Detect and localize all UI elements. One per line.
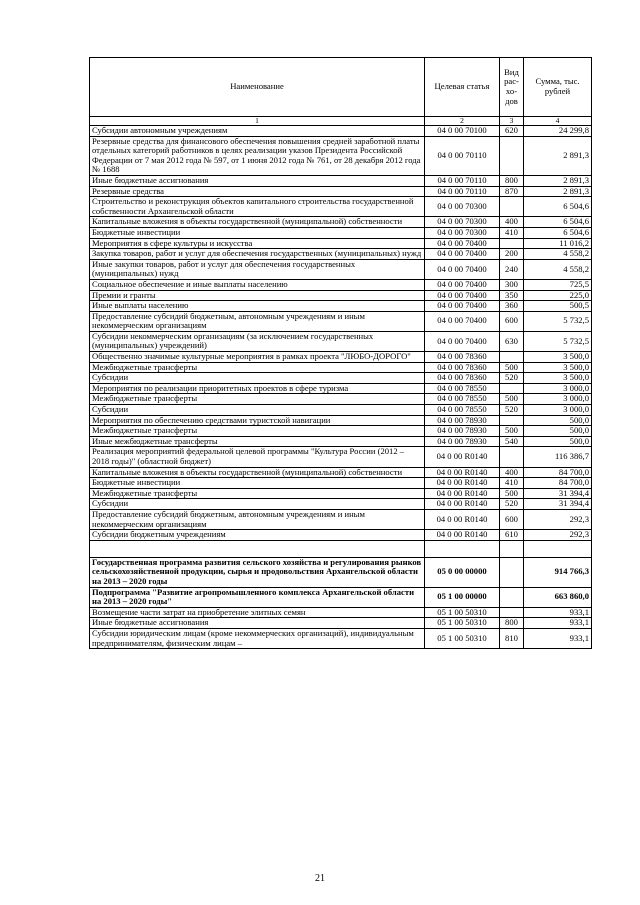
expense-kind-cell — [500, 447, 524, 467]
expense-kind-cell: 520 — [500, 373, 524, 384]
sum-cell: 6 504,6 — [524, 227, 592, 238]
expense-kind-cell — [500, 197, 524, 217]
column-number: 2 — [425, 117, 500, 126]
sum-cell: 31 394,4 — [524, 499, 592, 510]
table-row — [90, 607, 592, 618]
expense-kind-cell: 240 — [500, 259, 524, 279]
sum-cell: 84 700,0 — [524, 467, 592, 478]
table-row — [90, 301, 592, 312]
expense-kind-cell: 410 — [500, 227, 524, 238]
target-article-cell: 04 0 00 70300 — [425, 217, 500, 228]
expense-kind-cell: 520 — [500, 405, 524, 416]
table-row — [90, 217, 592, 228]
sum-cell: 225,0 — [524, 290, 592, 301]
sum-cell: 500,0 — [524, 415, 592, 426]
name-cell: Субсидии — [90, 499, 425, 510]
empty-cell — [524, 540, 592, 557]
sum-cell: 2 891,3 — [524, 136, 592, 175]
target-article-cell: 04 0 00 78930 — [425, 436, 500, 447]
sum-cell: 500,0 — [524, 436, 592, 447]
target-article-cell: 05 1 00 50310 — [425, 628, 500, 648]
target-article-cell: 04 0 00 70400 — [425, 259, 500, 279]
target-article-cell: 05 1 00 50310 — [425, 607, 500, 618]
target-article-cell: 04 0 00 70400 — [425, 238, 500, 249]
table-row — [90, 331, 592, 351]
empty-cell — [425, 540, 500, 557]
name-cell: Межбюджетные трансферты — [90, 394, 425, 405]
name-cell: Закупка товаров, работ и услуг для обеспечения государственных (муниципальных) нужд — [90, 249, 425, 260]
target-article-cell: 04 0 00 78930 — [425, 426, 500, 437]
target-article-cell: 04 0 00 78550 — [425, 405, 500, 416]
expense-kind-cell — [500, 238, 524, 249]
expense-kind-cell: 350 — [500, 290, 524, 301]
name-cell: Иные межбюджетные трансферты — [90, 436, 425, 447]
table-row — [90, 373, 592, 384]
table-row — [90, 227, 592, 238]
target-article-cell: 04 0 00 R0140 — [425, 530, 500, 541]
column-number: 3 — [500, 117, 524, 126]
target-article-cell: 05 1 00 50310 — [425, 618, 500, 629]
name-cell: Субсидии — [90, 373, 425, 384]
table-row — [90, 447, 592, 467]
table-row — [90, 249, 592, 260]
sum-cell: 725,5 — [524, 279, 592, 290]
expense-kind-cell: 600 — [500, 311, 524, 331]
name-cell: Мероприятия по обеспечению средствами туристской навигации — [90, 415, 425, 426]
table-row — [90, 290, 592, 301]
spacer-row — [90, 540, 592, 557]
sum-cell: 933,1 — [524, 618, 592, 629]
target-article-cell: 04 0 00 70110 — [425, 136, 500, 175]
target-article-cell: 04 0 00 78550 — [425, 394, 500, 405]
name-cell: Реализация мероприятий федеральной целевой программы "Культура России (2012 – 2018 годы)" (областной бюджет) — [90, 447, 425, 467]
column-number-row — [90, 117, 592, 126]
table-body — [90, 126, 592, 649]
sum-cell: 500,5 — [524, 301, 592, 312]
expense-kind-cell — [500, 587, 524, 607]
page-number: 21 — [315, 873, 325, 884]
sum-cell: 292,3 — [524, 509, 592, 529]
expense-kind-cell: 500 — [500, 426, 524, 437]
expense-kind-cell: 630 — [500, 331, 524, 351]
name-cell: Капитальные вложения в объекты государственной (муниципальной) собственности — [90, 467, 425, 478]
target-article-cell: 04 0 00 R0140 — [425, 447, 500, 467]
name-cell: Резервные средства — [90, 186, 425, 197]
table-row — [90, 279, 592, 290]
header-expense-kind: Вид рас-хо-дов — [500, 58, 524, 117]
target-article-cell: 04 0 00 70300 — [425, 197, 500, 217]
table-row — [90, 259, 592, 279]
target-article-cell: 04 0 00 70400 — [425, 301, 500, 312]
expense-kind-cell: 400 — [500, 467, 524, 478]
table-row — [90, 238, 592, 249]
name-cell: Возмещение части затрат на приобретение элитных семян — [90, 607, 425, 618]
name-cell: Мероприятия в сфере культуры и искусства — [90, 238, 425, 249]
table-row — [90, 499, 592, 510]
table-row — [90, 530, 592, 541]
table-row — [90, 436, 592, 447]
name-cell: Мероприятия по реализации приоритетных проектов в сфере туризма — [90, 383, 425, 394]
column-number: 1 — [90, 117, 425, 126]
sum-cell: 292,3 — [524, 530, 592, 541]
target-article-cell: 04 0 00 R0140 — [425, 467, 500, 478]
target-article-cell: 04 0 00 78550 — [425, 383, 500, 394]
name-cell: Субсидии автономным учреждениям — [90, 126, 425, 137]
expense-kind-cell — [500, 557, 524, 587]
target-article-cell: 05 1 00 00000 — [425, 587, 500, 607]
expense-kind-cell: 800 — [500, 618, 524, 629]
table-row — [90, 587, 592, 607]
name-cell: Капитальные вложения в объекты государственной (муниципальной) собственности — [90, 217, 425, 228]
sum-cell: 933,1 — [524, 607, 592, 618]
expense-kind-cell: 300 — [500, 279, 524, 290]
name-cell: Субсидии юридическим лицам (кроме некоммерческих организаций), индивидуальным предпринимателям, физическим лицам – — [90, 628, 425, 648]
header-target-article: Целевая статья — [425, 58, 500, 117]
table-header-row — [90, 58, 592, 117]
sum-cell: 663 860,0 — [524, 587, 592, 607]
expense-kind-cell: 600 — [500, 509, 524, 529]
budget-table — [89, 57, 592, 649]
sum-cell: 3 500,0 — [524, 352, 592, 363]
target-article-cell: 04 0 00 R0140 — [425, 488, 500, 499]
table-row — [90, 415, 592, 426]
table-row — [90, 352, 592, 363]
sum-cell: 24 299,8 — [524, 126, 592, 137]
expense-kind-cell: 620 — [500, 126, 524, 137]
expense-kind-cell: 500 — [500, 394, 524, 405]
name-cell: Премии и гранты — [90, 290, 425, 301]
name-cell: Межбюджетные трансферты — [90, 488, 425, 499]
sum-cell: 3 500,0 — [524, 362, 592, 373]
expense-kind-cell: 610 — [500, 530, 524, 541]
target-article-cell: 04 0 00 R0140 — [425, 478, 500, 489]
target-article-cell: 04 0 00 70110 — [425, 175, 500, 186]
target-article-cell: 04 0 00 70400 — [425, 311, 500, 331]
table-row — [90, 618, 592, 629]
table-row — [90, 628, 592, 648]
target-article-cell: 04 0 00 78360 — [425, 373, 500, 384]
expense-kind-cell: 400 — [500, 217, 524, 228]
expense-kind-cell: 410 — [500, 478, 524, 489]
sum-cell: 5 732,5 — [524, 311, 592, 331]
target-article-cell: 04 0 00 70100 — [425, 126, 500, 137]
table-row — [90, 136, 592, 175]
target-article-cell: 04 0 00 R0140 — [425, 509, 500, 529]
name-cell: Государственная программа развития сельского хозяйства и регулирования рынков сельскохозяйственной продукции, сырья и продовольствия Архангельской области на 2013 – 2020 годы — [90, 557, 425, 587]
table-row — [90, 478, 592, 489]
sum-cell: 3 000,0 — [524, 394, 592, 405]
target-article-cell: 04 0 00 78930 — [425, 415, 500, 426]
sum-cell: 4 558,2 — [524, 249, 592, 260]
sum-cell: 4 558,2 — [524, 259, 592, 279]
expense-kind-cell: 520 — [500, 499, 524, 510]
sum-cell: 3 500,0 — [524, 373, 592, 384]
expense-kind-cell: 870 — [500, 186, 524, 197]
expense-kind-cell: 800 — [500, 175, 524, 186]
target-article-cell: 05 0 00 00000 — [425, 557, 500, 587]
expense-kind-cell: 810 — [500, 628, 524, 648]
table-row — [90, 467, 592, 478]
name-cell: Бюджетные инвестиции — [90, 227, 425, 238]
expense-kind-cell — [500, 383, 524, 394]
empty-cell — [500, 540, 524, 557]
target-article-cell: 04 0 00 70400 — [425, 290, 500, 301]
name-cell: Иные закупки товаров, работ и услуг для обеспечения государственных (муниципальных) нужд — [90, 259, 425, 279]
sum-cell: 914 766,3 — [524, 557, 592, 587]
name-cell: Общественно значимые культурные мероприятия в рамках проекта "ЛЮБО-ДОРОГО" — [90, 352, 425, 363]
target-article-cell: 04 0 00 78360 — [425, 352, 500, 363]
table-row — [90, 557, 592, 587]
column-number: 4 — [524, 117, 592, 126]
sum-cell: 6 504,6 — [524, 197, 592, 217]
name-cell: Субсидии некоммерческим организациям (за исключением государственных (муниципальных) учреждений) — [90, 331, 425, 351]
name-cell: Субсидии бюджетным учреждениям — [90, 530, 425, 541]
header-sum: Сумма, тыс. рублей — [524, 58, 592, 117]
expense-kind-cell: 540 — [500, 436, 524, 447]
name-cell: Межбюджетные трансферты — [90, 362, 425, 373]
header-name: Наименование — [90, 58, 425, 117]
sum-cell: 6 504,6 — [524, 217, 592, 228]
name-cell: Резервные средства для финансового обеспечения повышения средней заработной платы отдельных категорий работников в целях реализации указов Президента Российской Федерации от 7 мая 2012 года № 597, от 1 июня 2012 года № 761, от 28 декабря 2012 года № 1688 — [90, 136, 425, 175]
table-row — [90, 311, 592, 331]
sum-cell: 3 000,0 — [524, 383, 592, 394]
name-cell: Подпрограмма "Развитие агропромышленного комплекса Архангельской области на 2013 – 2020 годы" — [90, 587, 425, 607]
table-row — [90, 488, 592, 499]
name-cell: Строительство и реконструкция объектов капитального строительства государственной собственности Архангельской области — [90, 197, 425, 217]
expense-kind-cell — [500, 136, 524, 175]
name-cell: Социальное обеспечение и иные выплаты населению — [90, 279, 425, 290]
target-article-cell: 04 0 00 70400 — [425, 331, 500, 351]
sum-cell: 5 732,5 — [524, 331, 592, 351]
table-row — [90, 426, 592, 437]
sum-cell: 2 891,3 — [524, 186, 592, 197]
sum-cell: 116 386,7 — [524, 447, 592, 467]
table-row — [90, 186, 592, 197]
expense-kind-cell: 500 — [500, 362, 524, 373]
name-cell: Межбюджетные трансферты — [90, 426, 425, 437]
sum-cell: 500,0 — [524, 426, 592, 437]
target-article-cell: 04 0 00 70400 — [425, 279, 500, 290]
name-cell: Иные бюджетные ассигнования — [90, 618, 425, 629]
table-row — [90, 126, 592, 137]
table-row — [90, 362, 592, 373]
expense-kind-cell — [500, 607, 524, 618]
sum-cell: 11 016,2 — [524, 238, 592, 249]
sum-cell: 84 700,0 — [524, 478, 592, 489]
sum-cell: 31 394,4 — [524, 488, 592, 499]
name-cell: Предоставление субсидий бюджетным, автономным учреждениям и иным некоммерческим организациям — [90, 509, 425, 529]
name-cell: Иные бюджетные ассигнования — [90, 175, 425, 186]
empty-cell — [90, 540, 425, 557]
table-row — [90, 405, 592, 416]
sum-cell: 2 891,3 — [524, 175, 592, 186]
name-cell: Субсидии — [90, 405, 425, 416]
table-row — [90, 394, 592, 405]
table-row — [90, 175, 592, 186]
table-row — [90, 383, 592, 394]
name-cell: Иные выплаты населению — [90, 301, 425, 312]
expense-kind-cell: 500 — [500, 488, 524, 499]
name-cell: Бюджетные инвестиции — [90, 478, 425, 489]
table-row — [90, 197, 592, 217]
target-article-cell: 04 0 00 R0140 — [425, 499, 500, 510]
sum-cell: 3 000,0 — [524, 405, 592, 416]
target-article-cell: 04 0 00 70110 — [425, 186, 500, 197]
expense-kind-cell: 200 — [500, 249, 524, 260]
target-article-cell: 04 0 00 78360 — [425, 362, 500, 373]
target-article-cell: 04 0 00 70400 — [425, 249, 500, 260]
name-cell: Предоставление субсидий бюджетным, автономным учреждениям и иным некоммерческим организациям — [90, 311, 425, 331]
table-row — [90, 509, 592, 529]
sum-cell: 933,1 — [524, 628, 592, 648]
expense-kind-cell: 360 — [500, 301, 524, 312]
expense-kind-cell — [500, 352, 524, 363]
target-article-cell: 04 0 00 70300 — [425, 227, 500, 238]
expense-kind-cell — [500, 415, 524, 426]
